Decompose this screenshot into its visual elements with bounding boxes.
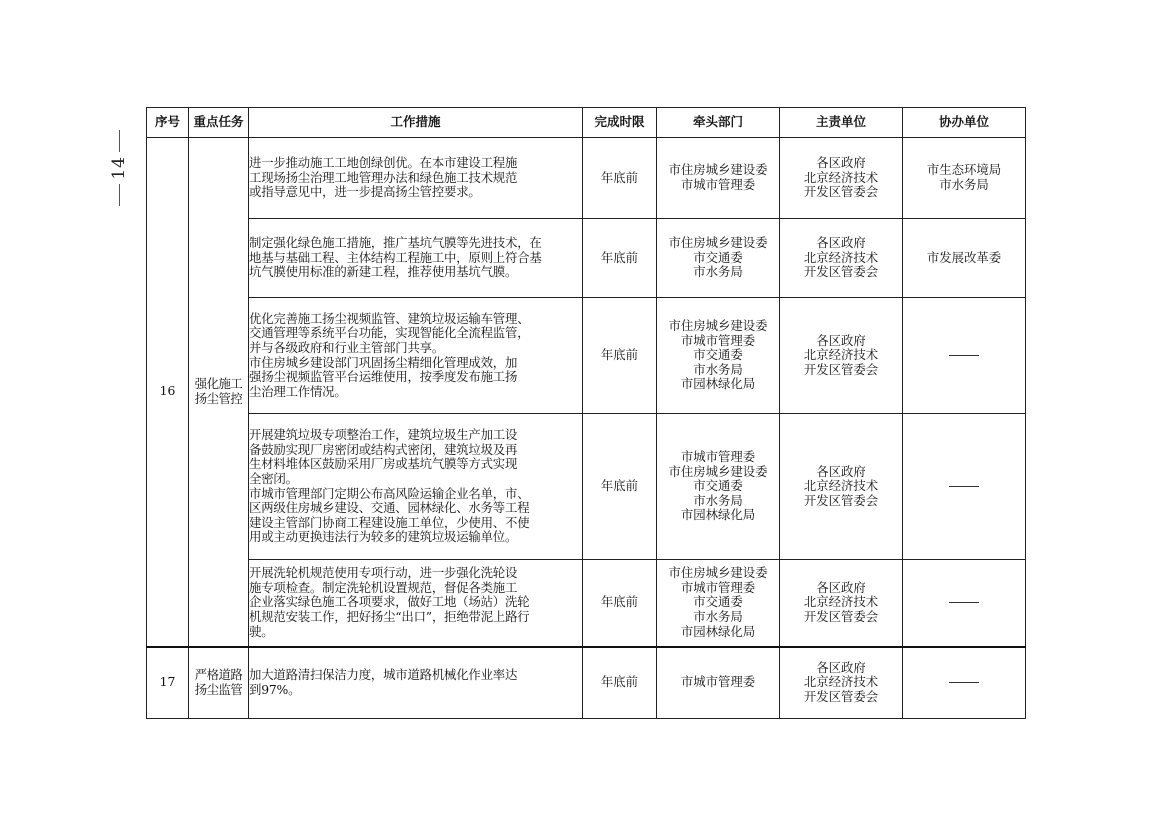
empty-dash [949, 355, 979, 356]
lead-line: 市交通委 [693, 249, 743, 265]
table-row [147, 560, 1026, 647]
lead-cell [657, 298, 780, 414]
main-line: 开发区管委会 [803, 689, 879, 705]
deadline-cell: 年底前 [583, 298, 657, 414]
header-row [147, 108, 1026, 138]
main-line: 开发区管委会 [803, 609, 879, 625]
main-line: 各区政府 [816, 332, 866, 348]
assist-cell [903, 560, 1026, 647]
page-number-dash-bottom [119, 184, 120, 206]
lead-line: 市交通委 [693, 347, 743, 363]
measure-line: 生材料堆体区鼓励采用厂房或基坑气膜等方式实现 [249, 456, 518, 472]
measure-line: 全密闭。 [249, 470, 298, 486]
table-row [147, 219, 1026, 298]
measure-line: 驶。 [249, 623, 274, 639]
measure-line: 尘治理工作情况。 [249, 383, 347, 399]
measure-line: 制定强化绿色施工措施，推广基坑气膜等先进技术，在 [249, 235, 542, 251]
measure-line: 或指导意见中，进一步提高扬尘管控要求。 [249, 184, 481, 200]
main-cell [780, 647, 903, 719]
header-measures: 工作措施 [249, 108, 583, 138]
lead-cell [657, 560, 780, 647]
lead-line: 市水务局 [693, 609, 743, 625]
seq-cell: 17 [147, 647, 189, 719]
task-line: 扬尘管控 [194, 390, 243, 406]
main-cell [780, 138, 903, 219]
lead-line: 市城市管理委 [680, 177, 756, 192]
lead-line: 市城市管理委 [680, 674, 756, 690]
main-line: 北京经济技术 [803, 169, 879, 185]
table-row [147, 138, 1026, 219]
measure-line: 市住房城乡建设部门巩固扬尘精细化管理成效，加 [249, 354, 518, 370]
header-seq: 序号 [147, 108, 189, 138]
measure-line: 施专项检查。制定洗轮机设置规范，督促各类施工 [249, 579, 518, 595]
empty-dash [949, 682, 979, 683]
table-body [147, 138, 1026, 719]
main-line: 北京经济技术 [803, 594, 879, 610]
measure-line: 工现场扬尘治理工地管理办法和绿色施工技术规范 [249, 169, 518, 185]
measure-line: 区两级住房城乡建设、交通、园林绿化、水务等工程 [249, 500, 530, 516]
lead-line: 市住房城乡建设委 [668, 463, 768, 479]
header-assist: 协办单位 [903, 108, 1026, 138]
lead-cell [657, 138, 780, 219]
page-number-dash-top [119, 130, 120, 152]
deadline-cell: 年底前 [583, 219, 657, 298]
measures-cell [249, 298, 583, 414]
header-task: 重点任务 [189, 108, 249, 138]
measure-line: 到97%。 [249, 681, 301, 697]
measure-line: 开展洗轮机规范使用专项行动，进一步强化洗轮设 [249, 565, 518, 581]
measure-line: 企业落实绿色施工各项要求，做好工地（场站）洗轮 [249, 594, 530, 610]
measure-line: 用或主动更换违法行为较多的建筑垃圾运输单位。 [249, 529, 518, 545]
table-row [147, 647, 1026, 719]
task-cell [189, 138, 249, 647]
deadline-cell: 年底前 [583, 647, 657, 719]
lead-line: 市园林绿化局 [680, 623, 756, 639]
table-row [147, 414, 1026, 560]
page-number [108, 126, 130, 210]
measure-line: 开展建筑垃圾专项整治工作，建筑垃圾生产加工设 [249, 427, 518, 443]
main-line: 各区政府 [816, 579, 866, 595]
measure-line: 机规范安装工作，把好扬尘“出口”，拒绝带泥上路行 [249, 609, 530, 625]
main-line: 各区政府 [816, 463, 866, 479]
seq-cell: 16 [147, 138, 189, 647]
lead-line: 市交通委 [693, 594, 743, 610]
assist-cell [903, 219, 1026, 298]
lead-line: 市水务局 [693, 361, 743, 377]
lead-line: 市水务局 [693, 264, 743, 280]
measure-line: 备鼓励实现厂房密闭或结构式密闭，建筑垃圾及再 [249, 441, 518, 457]
deadline-cell: 年底前 [583, 138, 657, 219]
measure-line: 交通管理等系统平台功能，实现智能化全流程监管， [249, 325, 530, 341]
measure-line: 优化完善施工扬尘视频监管、建筑垃圾运输车管理、 [249, 310, 530, 326]
task-cell [189, 647, 249, 719]
main-line: 北京经济技术 [803, 249, 879, 265]
task-line: 强化施工 [194, 376, 243, 392]
main-line: 北京经济技术 [803, 674, 879, 690]
lead-line: 市城市管理委 [680, 332, 756, 348]
main-line: 各区政府 [816, 155, 866, 171]
lead-line: 市园林绿化局 [680, 507, 756, 523]
main-line: 开发区管委会 [803, 264, 879, 280]
lead-line: 市城市管理委 [680, 579, 756, 595]
measure-line: 建设主管部门协商工程建设施工单位，少使用、不使 [249, 514, 530, 530]
assist-cell [903, 647, 1026, 719]
main-line: 开发区管委会 [803, 184, 879, 200]
header-deadline: 完成时限 [583, 108, 657, 138]
empty-dash [949, 486, 979, 487]
lead-line: 市住房城乡建设委 [668, 318, 768, 334]
measure-line: 地基与基础工程、主体结构工程施工中，原则上符合基 [249, 249, 542, 265]
lead-cell [657, 414, 780, 560]
measures-cell [249, 560, 583, 647]
measures-table [146, 107, 1026, 719]
header-lead: 牵头部门 [657, 108, 780, 138]
measures-cell [249, 219, 583, 298]
page-number-text: 14 [109, 156, 129, 180]
task-line: 严格道路 [194, 667, 243, 683]
lead-line: 市住房城乡建设委 [668, 162, 768, 178]
measures-cell [249, 138, 583, 219]
lead-line: 市住房城乡建设委 [668, 235, 768, 251]
main-line: 北京经济技术 [803, 347, 879, 363]
main-line: 各区政府 [816, 235, 866, 251]
lead-cell [657, 219, 780, 298]
header-main: 主责单位 [780, 108, 903, 138]
measure-line: 加大道路清扫保洁力度，城市道路机械化作业率达 [249, 667, 518, 683]
lead-line: 市水务局 [693, 492, 743, 508]
measures-cell [249, 647, 583, 719]
deadline-cell: 年底前 [583, 414, 657, 560]
empty-dash [949, 602, 979, 603]
main-line: 开发区管委会 [803, 492, 879, 508]
lead-cell [657, 647, 780, 719]
task-line: 扬尘监管 [194, 681, 243, 697]
measure-line: 进一步推动施工工地创绿创优。在本市建设工程施 [249, 155, 518, 171]
assist-line: 市水务局 [939, 177, 989, 192]
deadline-cell: 年底前 [583, 560, 657, 647]
assist-line: 市生态环境局 [926, 162, 1002, 178]
measure-line: 坑气膜使用标准的新建工程，推荐使用基坑气膜。 [249, 264, 518, 280]
main-cell [780, 219, 903, 298]
main-cell [780, 298, 903, 414]
main-line: 北京经济技术 [803, 478, 879, 494]
assist-cell [903, 414, 1026, 560]
lead-line: 市交通委 [693, 478, 743, 494]
measure-line: 强扬尘视频监管平台运维使用，按季度发布施工扬 [249, 369, 518, 385]
main-cell [780, 414, 903, 560]
assist-cell [903, 298, 1026, 414]
assist-cell [903, 138, 1026, 219]
measure-line: 市城市管理部门定期公布高风险运输企业名单，市、 [249, 485, 530, 501]
assist-line: 市发展改革委 [926, 249, 1002, 265]
measures-cell [249, 414, 583, 560]
main-cell [780, 560, 903, 647]
table-row [147, 298, 1026, 414]
lead-line: 市园林绿化局 [680, 376, 756, 392]
main-line: 开发区管委会 [803, 361, 879, 377]
lead-line: 市住房城乡建设委 [668, 565, 768, 581]
main-line: 各区政府 [816, 659, 866, 675]
measure-line: 并与各级政府和行业主管部门共享。 [249, 339, 445, 355]
lead-line: 市城市管理委 [680, 449, 756, 465]
